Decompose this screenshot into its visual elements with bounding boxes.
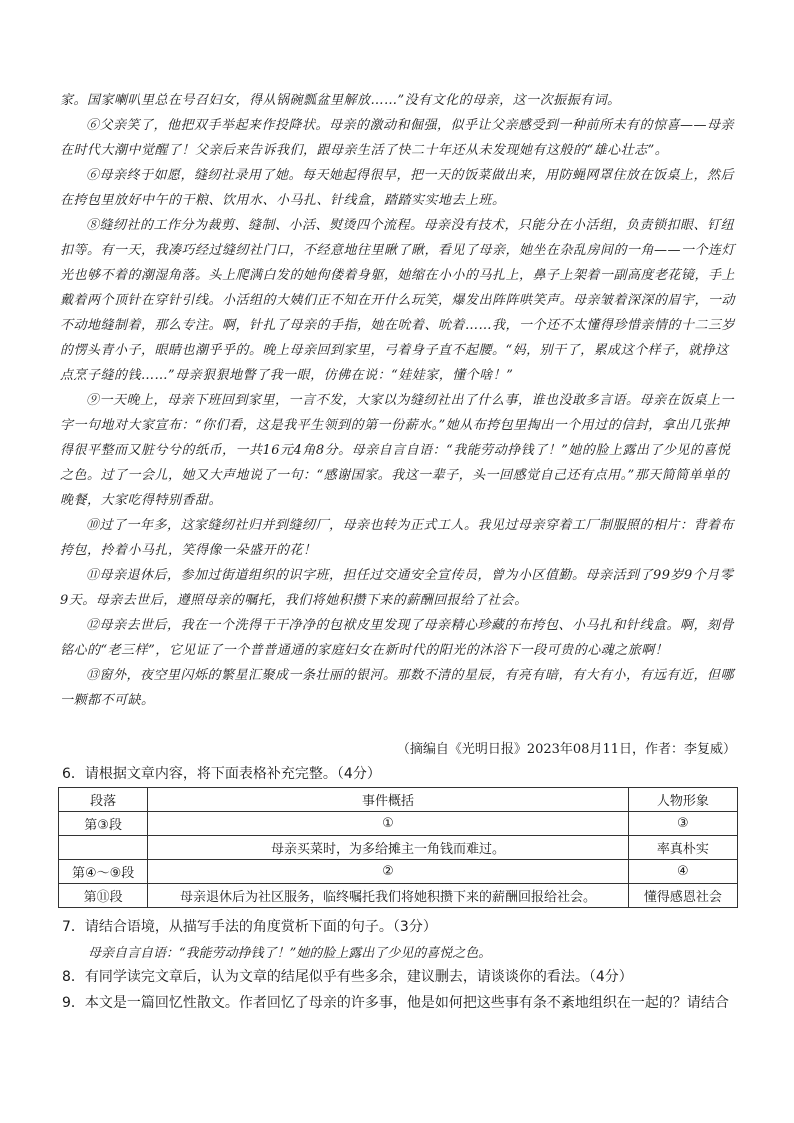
- paragraph-9: ⑨一天晚上，母亲下班回到家里，一言不发，大家以为缝纫社出了什么事，谁也没敢多言语。母亲在饭桌上一字一句地对大家宣布：“你们看，这是我平生领到的第一份薪水。”她从布挎包里掏出一个用过的信封，拿出几张抻得很平整而又脏兮兮的纸币，一共16元4角8分。母亲自言自语：“我能劳动挣钱了！”她的脸上露出了少见的喜悦之色。过了一会儿，她又大声地说了一句：“感谢国家。我这一辈子，头一回感觉自己还有点用。”那天简简单单的晚餐，大家吃得特别香甜。: [60, 393, 735, 508]
- answer-blank-3[interactable]: ③: [628, 812, 737, 836]
- article-source: （摘编自《光明日报》2023年08月11日，作者：李复威）: [396, 742, 736, 757]
- header-event: 事件概括: [148, 788, 628, 812]
- table-cell: 率真朴实: [628, 836, 737, 860]
- header-paragraph: 段落: [59, 788, 148, 812]
- paragraph-10: ⑩过了一年多，这家缝纫社归并到缝纫厂，母亲也转为正式工人。我见过母亲穿着工厂制服照的相片：背着布挎包，拎着小马扎，笑得像一朵盛开的花！: [60, 518, 735, 558]
- paragraph-7: ⑥母亲终于如愿，缝纫社录用了她。每天她起得很早，把一天的饭菜做出来，用防蝇网罩住放在饭桌上，然后在挎包里放好中午的干粮、饮用水、小马扎、针线盒，踏踏实实地去上班。: [60, 168, 735, 208]
- table-cell: [59, 836, 148, 860]
- question-8-prompt: 8．有同学读完文章后，认为文章的结尾似乎有些多余，建议删去，请谈谈你的看法。（4分）: [62, 969, 633, 985]
- table-header-row: [59, 788, 738, 812]
- table-row: [59, 812, 738, 836]
- answer-blank-2[interactable]: ②: [148, 860, 628, 884]
- answer-blank-4[interactable]: ④: [628, 860, 737, 884]
- table-cell: 第⑪段: [59, 884, 148, 908]
- header-character: 人物形象: [628, 788, 737, 812]
- paragraph-6: ⑥父亲笑了，他把双手举起来作投降状。母亲的激动和倔强，似乎让父亲感受到一种前所未有的惊喜——母亲在时代大潮中觉醒了！父亲后来告诉我们，跟母亲生活了快二十年还从未发现她有这般的“雄心壮志”。: [60, 118, 735, 158]
- table-row: [59, 884, 738, 908]
- summary-table: [58, 787, 738, 908]
- answer-blank-1[interactable]: ①: [148, 812, 628, 836]
- paragraph-11: ⑪母亲退休后，参加过街道组织的识字班，担任过交通安全宣传员，曾为小区值勤。母亲活到了99岁9个月零9天。母亲去世后，遵照母亲的嘱托，我们将她积攒下来的薪酬回报给了社会。: [60, 568, 734, 608]
- table-row: [59, 860, 738, 884]
- paragraph-12: ⑫母亲去世后，我在一个洗得干干净净的包袱皮里发现了母亲精心珍藏的布挎包、小马扎和针线盒。啊，刻骨铭心的“老三样”，它见证了一个普普通通的家庭妇女在新时代的阳光的沐浴下一段可贵的心魂之旅啊！: [60, 618, 735, 658]
- table-cell: 第④～⑨段: [59, 860, 148, 884]
- table-cell: 第③段: [59, 812, 148, 836]
- question-7-prompt: 7．请结合语境，从描写手法的角度赏析下面的句子。（3分）: [62, 919, 437, 935]
- question-7-quote: 母亲自言自语：“我能劳动挣钱了！”她的脸上露出了少见的喜悦之色。: [88, 946, 492, 961]
- table-row: [59, 836, 738, 860]
- question-9-prompt: 9．本文是一篇回忆性散文。作者回忆了母亲的许多事，他是如何把这些事有条不紊地组织在一起的？请结合: [62, 995, 729, 1011]
- paragraph-13: ⑬窗外，夜空里闪烁的繁星汇聚成一条壮丽的银河。那数不清的星辰，有亮有暗，有大有小，有远有近，但哪一颗都不可缺。: [60, 668, 735, 708]
- question-6-prompt: 6．请根据文章内容，将下面表格补充完整。（4分）: [62, 766, 381, 782]
- table-cell: 母亲退休后为社区服务，临终嘱托我们将她积攒下来的薪酬回报给社会。: [148, 884, 628, 908]
- table-cell: 母亲买菜时，为多给摊主一角钱而难过。: [148, 836, 628, 860]
- table-cell: 懂得感恩社会: [628, 884, 737, 908]
- paragraph-8: ⑧缝纫社的工作分为裁剪、缝制、小活、熨烫四个流程。母亲没有技术，只能分在小活组，负责锁扣眼、钉纽扣等。有一天，我凑巧经过缝纫社门口，不经意地往里瞅了瞅，看见了母亲，她坐在杂乱房间的一角——一个连灯光也够不着的潮湿角落。头上爬满白发的她佝偻着身躯，她缩在小小的马扎上，鼻子上架着一副高度老花镜，手上戴着两个顶针在穿针引线。小活组的大姨们正不知在开什么玩笑，爆发出阵阵哄笑声。母亲皱着深深的眉宇，一动不动地缝制着，那么专注。啊，针扎了母亲的手指，她在吮着、吮着……我，一个还不太懂得珍惜亲情的十二三岁的愣头青小子，眼睛也潮乎乎的。晚上母亲回到家里，弓着身子直不起腰。“妈，别干了，累成这个样子，就挣这点烹子缝的钱……”母亲狠狠地瞥了我一眼，仿佛在说：“娃娃家，懂个啥！”: [60, 218, 736, 383]
- paragraph-5-continued: 家。国家喇叭里总在号召妇女，得从锅碗瓢盆里解放……”没有文化的母亲，这一次振振有词。: [60, 93, 621, 108]
- article-body: [60, 88, 736, 713]
